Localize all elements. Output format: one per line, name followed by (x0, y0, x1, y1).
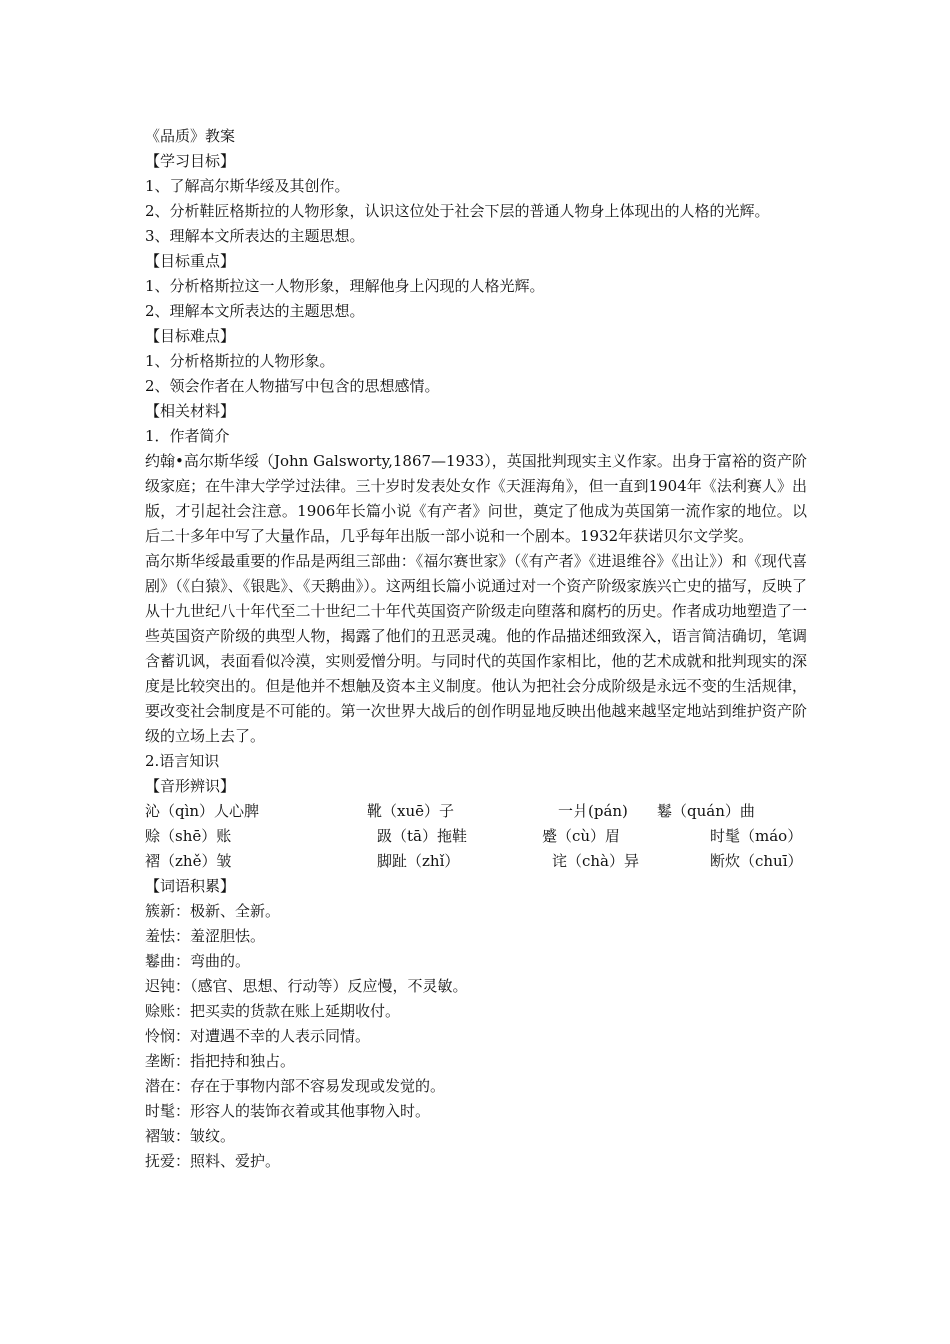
vocabulary-item: 迟钝：（感官、思想、行动等）反应慢，不灵敏。 (145, 977, 468, 995)
difficulty-item: 1、分析格斯拉的人物形象。 (145, 352, 335, 370)
document-title: 《品质》教案 (145, 127, 236, 145)
vocabulary-heading: 【词语积累】 (145, 877, 236, 895)
pronunciation-entry: 一爿(pán) (558, 802, 628, 820)
goals-heading: 【学习目标】 (145, 152, 236, 170)
author-paragraph: 约翰•高尔斯华绥（John Galsworty,1867—1933），英国批判现实主义作家。出身于富裕的资产阶级家庭；在牛津大学学过法律。三十岁时发表处女作《天涯海角》，但一直到1904年《法利赛人》出版，才引起社会注意。1906年长篇小说《有产者》问世，奠定了他成为英国第一流作家的地位。以后二十多年中写了大量作品，几乎每年出版一部小说和一个剧本。1932年获诺贝尔文学奖。 (145, 452, 807, 545)
vocabulary-item: 时髦：形容人的装饰衣着或其他事物入时。 (145, 1102, 431, 1120)
vocabulary-item: 褶皱：皱纹。 (145, 1127, 236, 1145)
language-heading: 2.语言知识 (145, 752, 220, 770)
difficulty-item: 2、领会作者在人物描写中包含的思想感情。 (145, 377, 440, 395)
vocabulary-item: 抚爱：照料、爱护。 (145, 1152, 281, 1170)
pronunciation-row (145, 799, 807, 824)
vocabulary-item: 簇新：极新、全新。 (145, 902, 281, 920)
pronunciation-row (145, 849, 807, 874)
vocabulary-item: 垄断：指把持和独占。 (145, 1052, 296, 1070)
works-paragraph: 高尔斯华绥最重要的作品是两组三部曲：《福尔赛世家》（《有产者》《进退维谷》《出让》）和《现代喜剧》（《白猿》、《银匙》、《天鹅曲》）。这两组长篇小说通过对一个资产阶级家族兴亡史的描写，反映了从十九世纪八十年代至二十世纪二十年代英国资产阶级走向堕落和腐朽的历史。作者成功地塑造了一些英国资产阶级的典型人物，揭露了他们的丑恶灵魂。他的作品描述细致深入，语言简洁确切，笔调含蓄讥讽，表面看似冷漠，实则爱憎分明。与同时代的英国作家相比，他的艺术成就和批判现实的深度是比较突出的。但是他并不想触及资本主义制度。他认为把社会分成阶级是永远不变的生活规律，要改变社会制度是不可能的。第一次世界大战后的创作明显地反映出他越来越坚定地站到维护资产阶级的立场上去了。 (145, 552, 807, 745)
goal-item: 1、了解高尔斯华绥及其创作。 (145, 177, 350, 195)
pronunciation-entry: 蹙（cù）眉 (542, 827, 621, 845)
vocabulary-item: 怜悯：对遭遇不幸的人表示同情。 (145, 1027, 371, 1045)
goal-item: 3、理解本文所表达的主题思想。 (145, 227, 365, 245)
difficulty-heading: 【目标难点】 (145, 327, 236, 345)
author-intro-heading: 1．作者简介 (145, 427, 230, 445)
pronunciation-entry: 褶（zhě）皱 (145, 852, 232, 870)
document-page (145, 124, 807, 1174)
pronunciation-entry: 鬈（quán）曲 (657, 802, 755, 820)
pronunciation-entry: 脚趾（zhǐ） (377, 852, 460, 870)
pronunciation-heading: 【音形辨识】 (145, 777, 236, 795)
pronunciation-entry: 诧（chà）异 (552, 852, 640, 870)
vocabulary-item: 潜在：存在于事物内部不容易发现或发觉的。 (145, 1077, 446, 1095)
pronunciation-entry: 沁（qìn）人心脾 (145, 802, 260, 820)
focus-heading: 【目标重点】 (145, 252, 236, 270)
goal-item: 2、分析鞋匠格斯拉的人物形象，认识这位处于社会下层的普通人物身上体现出的人格的光辉。 (145, 202, 770, 220)
materials-heading: 【相关材料】 (145, 402, 236, 420)
pronunciation-entry: 趿（tā）拖鞋 (377, 827, 467, 845)
pronunciation-entry: 赊（shē）账 (145, 827, 232, 845)
focus-item: 1、分析格斯拉这一人物形象，理解他身上闪现的人格光辉。 (145, 277, 545, 295)
pronunciation-entry: 靴（xuē）子 (367, 802, 454, 820)
pronunciation-row (145, 824, 807, 849)
pronunciation-entry: 断炊（chuī） (710, 852, 803, 870)
vocabulary-item: 鬈曲：弯曲的。 (145, 952, 251, 970)
vocabulary-item: 羞怯：羞涩胆怯。 (145, 927, 266, 945)
pronunciation-entry: 时髦（máo） (710, 827, 803, 845)
vocabulary-item: 赊账：把买卖的货款在账上延期收付。 (145, 1002, 401, 1020)
focus-item: 2、理解本文所表达的主题思想。 (145, 302, 365, 320)
